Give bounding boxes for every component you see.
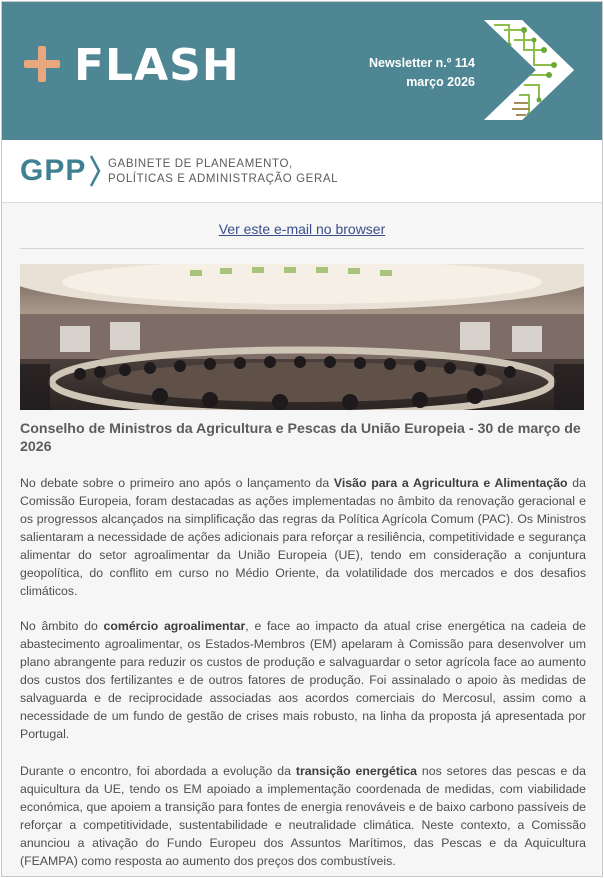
article-paragraph [20,617,586,743]
newsletter-number: Newsletter n.º 114 [368,56,475,70]
paragraph-highlight: comércio agroalimentar [103,619,246,633]
view-in-browser-link[interactable]: Ver este e-mail no browser [218,221,386,237]
chevron-right-icon [88,154,102,188]
paragraph-highlight: transição energética [295,764,418,778]
paragraph-text: , e face ao impacto da atual crise energética na cadeia de abastecimento agroalimentar, os Estados-Membros (EM) apelaram à Comissão para desenvolver um plano abrangente para reduzir os custos de produção e salvaguardar o setor agrícola face ao aumento dos custos dos fertilizantes e de outros fatores de produção. Foi assinalado o apoio às medidas de salvaguarda e de reciprocidade associadas aos acordos comerciais do Mercosul, assim como a necessidade de um fundo de gestão de crises mais robusto, na linha da proposta já apresentada por Portugal. [20,619,586,742]
organization-name [108,157,338,187]
paragraph-text: No âmbito do [20,619,104,633]
newsletter-date: março 2026 [406,75,475,89]
newsletter-banner [2,2,602,140]
newsletter-title: FLASH [74,40,240,91]
plus-icon [24,46,60,82]
paragraph-text: No debate sobre o primeiro ano após o lançamento da [20,476,334,490]
paragraph-text: da Comissão Europeia, foram destacadas as ações implementadas no âmbito da renovação geracional e os progressos alcançados na simplificação das regras da Política Agrícola Comum (PAC). Os Ministros salientaram a necessidade de ações adicionais para reforçar a resiliência, competitividade e segurança alimentar do setor agroalimentar da União Europeia (UE), tendo em consideração a conjuntura geopolítica, do conflito em curso no Médio Oriente, da volatilidade dos mercados e dos desafios climáticos. [20,476,586,599]
article-title: Conselho de Ministros da Agricultura e Pescas da União Europeia - 30 de março de 2026 [20,421,581,455]
paragraph-text: nos setores das pescas e da aquicultura da UE, tendo os EM apoiado a implementação coordenada de medidas, com viabilidade económica, que apoiem a transição para fontes de energia renováveis e de baixo carbono passíveis de reforçar a competitividade, sustentabilidade e neutralidade climática. Neste contexto, a Comissão anunciou a ativação do Fundo Europeu dos Assuntos Marítimos, das Pescas e da Aquicultura (FEAMPA) como resposta ao aumento dos preços dos combustíveis. [20,764,586,869]
organization-name-line2: POLÍTICAS E ADMINISTRAÇÃO GERAL [108,173,339,185]
paragraph-highlight: Visão para a Agricultura e Alimentação [333,476,568,490]
organization-name-line1: GABINETE DE PLANEAMENTO, [108,158,293,170]
chevron-tech-icon [484,20,574,120]
organization-header [2,140,602,203]
meeting-room-photo [20,264,584,410]
gpp-logo: GPP [20,154,87,187]
article-paragraph [20,474,586,600]
article-paragraph [20,762,586,870]
divider [20,248,584,249]
newsletter-frame [1,1,603,877]
paragraph-text: Durante o encontro, foi abordada a evolução da [20,764,296,778]
